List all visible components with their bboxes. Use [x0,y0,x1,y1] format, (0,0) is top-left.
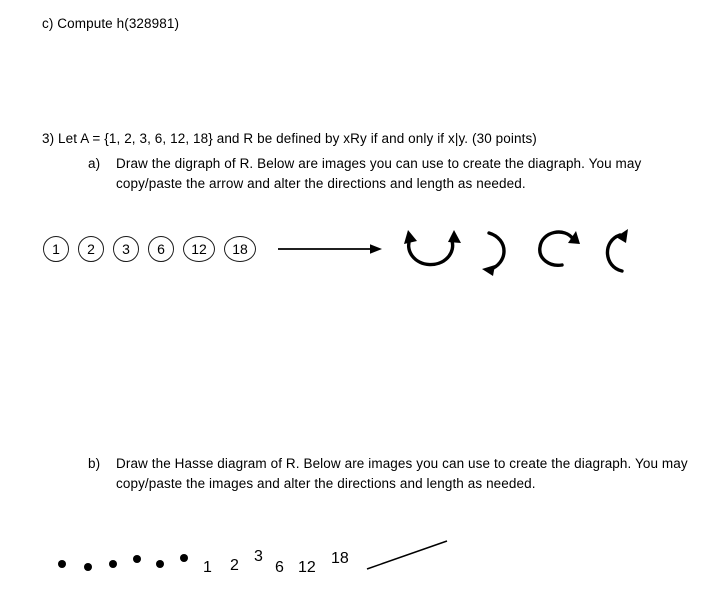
hasse-number[interactable]: 3 [254,548,263,565]
part-b-marker: b) [88,456,101,471]
circled-number-row [43,236,256,262]
part-a-block [88,154,688,194]
part-a-text: Draw the digraph of R. Below are images you can use to create the diagraph. You may copy/paste the arrow and alter the directions and length as needed. [116,156,642,191]
circled-number[interactable]: 3 [113,236,139,262]
hasse-number[interactable]: 18 [331,550,349,567]
question-3-text: 3) Let A = {1, 2, 3, 6, 12, 18} and R be defined by xRy if and only if x|y. (30 points) [42,131,537,146]
part-b-block [88,454,688,494]
hasse-dot[interactable] [58,560,66,568]
circled-number[interactable]: 12 [183,236,215,262]
part-b-text: Draw the Hasse diagram of R. Below are images you can use to create the diagraph. You may copy/paste the images and alter the directions and length as needed. [116,456,688,491]
hasse-dot[interactable] [84,563,92,571]
straight-arrow-right-icon[interactable] [278,236,383,267]
hasse-number[interactable]: 6 [275,559,284,576]
diagonal-line-icon[interactable] [365,538,451,577]
circled-number[interactable]: 18 [224,236,256,262]
hasse-dot[interactable] [156,560,164,568]
circled-number[interactable]: 1 [43,236,69,262]
curved-arrow-left-icon[interactable] [476,225,518,282]
circled-number[interactable]: 6 [148,236,174,262]
hasse-dot[interactable] [133,555,141,563]
hasse-number[interactable]: 12 [298,559,316,576]
circular-arrow-clockwise-icon[interactable] [400,225,462,282]
curved-arrow-right-icon[interactable] [532,225,582,282]
hook-arrow-up-icon[interactable] [596,225,638,282]
hasse-number[interactable]: 2 [230,557,239,574]
hasse-dot[interactable] [180,554,188,562]
item-c-text: c) Compute h(328981) [42,16,180,31]
circled-number[interactable]: 2 [78,236,104,262]
hasse-number[interactable]: 1 [203,559,212,576]
curved-arrow-group [400,225,638,282]
hasse-dot[interactable] [109,560,117,568]
part-a-marker: a) [88,156,101,171]
